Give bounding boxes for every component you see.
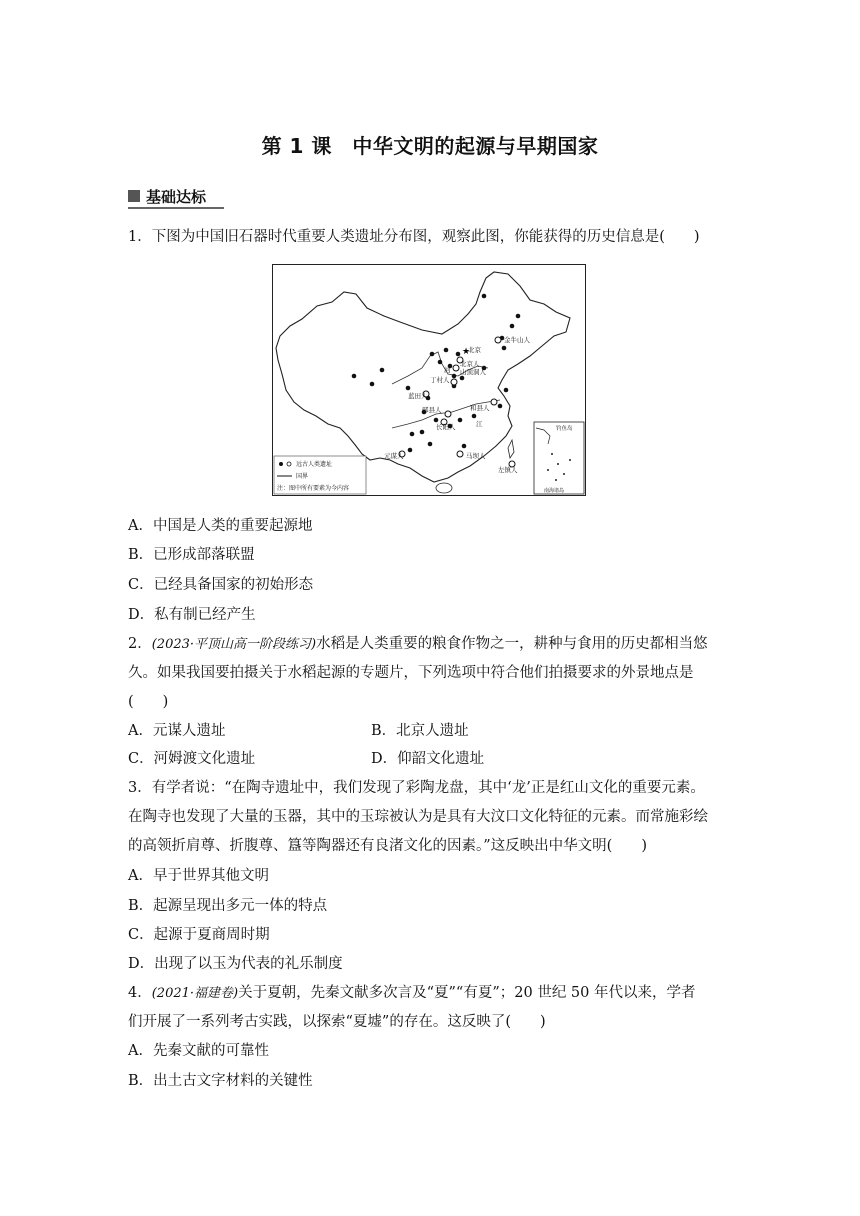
q2-stem-line3: ( ) (128, 694, 169, 710)
q3-option-a: A．早于世界其他文明 (128, 868, 269, 884)
label-jinniushan: 金牛山人 (504, 336, 530, 344)
q1-option-b: B．已形成部落联盟 (128, 547, 255, 563)
section-heading (128, 185, 206, 207)
label-jiang: 江 (476, 420, 483, 428)
q1-option-c: C．已经具备国家的初始形态 (128, 577, 314, 593)
q3-stem-line2: 在陶寺也发现了大量的玉器，其中的玉琮被认为是具有大汶口文化特征的元素。而常施彩绘 (128, 809, 708, 825)
q4-stem: 关于夏朝，先秦文献多次言及“夏”“有夏”；20 世纪 50 年代以来，学者 (238, 985, 696, 1001)
label-yuanmou: 元谋人 (384, 452, 404, 460)
section-square-icon (128, 190, 140, 202)
label-zuozhen: 左镇人 (498, 466, 518, 474)
q2-number: 2． (128, 636, 152, 652)
section-underline (128, 207, 224, 209)
label-lantian: 蓝田人 (408, 392, 428, 400)
q1-option-d: D．私有制已经产生 (128, 607, 256, 623)
q4-option-b: B．出土古文字材料的关键性 (128, 1073, 313, 1089)
q2-option-b: B．北京人遗址 (371, 723, 469, 739)
page-title: 第 1 课 中华文明的起源与早期国家 (261, 134, 599, 158)
legend-border: 国界 (296, 473, 309, 480)
q3-option-d: D．出现了以玉为代表的礼乐制度 (128, 956, 343, 972)
q3-stem-line3: 的高领折肩尊、折腹尊、簋等陶器还有良渚文化的因素。”这反映出中华文明( ) (128, 838, 647, 854)
q2-source: (2023·平顶山高一阶段练习) (151, 637, 317, 652)
map-legend (274, 456, 366, 494)
q3-option-b: B．起源呈现出多元一体的特点 (128, 898, 328, 914)
label-maba: 马坝人 (466, 452, 486, 460)
china-map-figure (272, 264, 586, 496)
label-nanhai: 南海诸岛 (544, 488, 565, 494)
q4-source: (2021·福建卷) (151, 986, 239, 1001)
beijing-star-icon: ★ (462, 347, 471, 357)
label-beijingren: 北京人 (460, 360, 480, 368)
q3-option-c: C．起源于夏商周时期 (128, 927, 270, 943)
label-hexian: 和县人 (470, 404, 490, 412)
label-beijing: 北京 (468, 346, 481, 354)
q2-stem-line1 (128, 634, 708, 655)
legend-site: 远古人类遗址 (296, 461, 333, 468)
label-shandingdong: 山顶洞人 (460, 368, 486, 376)
label-changyang: 长阳人 (436, 423, 456, 431)
section-label: 基础达标 (146, 187, 207, 206)
q1-option-a: A．中国是人类的重要起源地 (128, 518, 313, 534)
q2-stem-line2: 久。如果我国要拍摄关于水稻起源的专题片，下列选项中符合他们拍摄要求的外景地点是 (128, 665, 694, 681)
q4-number: 4． (128, 985, 152, 1001)
label-yunxian: 郧县人 (422, 406, 442, 414)
q2-option-a: A．元谋人遗址 (128, 723, 226, 739)
q4-stem-line2: 们开展了一系列考古实践，以探索“夏墟”的存在。这反映了( ) (128, 1014, 546, 1030)
legend-note: 注：图中所有要素为今内容 (277, 485, 350, 492)
south-sea-inset (534, 422, 584, 494)
label-he: 河 (444, 366, 451, 374)
q2-option-d: D．仰韶文化遗址 (371, 751, 485, 767)
q4-stem-line1 (128, 983, 696, 1004)
label-diaoyu: 钓鱼岛 (556, 426, 573, 432)
label-dingcun: 丁村人 (430, 376, 450, 384)
q1-stem: 1．下图为中国旧石器时代重要人类遗址分布图，观察此图，你能获得的历史信息是( ) (128, 229, 700, 245)
q2-stem: 水稻是人类重要的粮食作物之一，耕种与食用的历史都相当悠 (316, 636, 708, 652)
q4-option-a: A．先秦文献的可靠性 (128, 1043, 269, 1059)
q3-stem-line1: 3．有学者说：“在陶寺遗址中，我们发现了彩陶龙盘，其中‘龙’正是红山文化的重要元素。 (128, 780, 705, 796)
q2-option-c: C．河姆渡文化遗址 (128, 751, 256, 767)
